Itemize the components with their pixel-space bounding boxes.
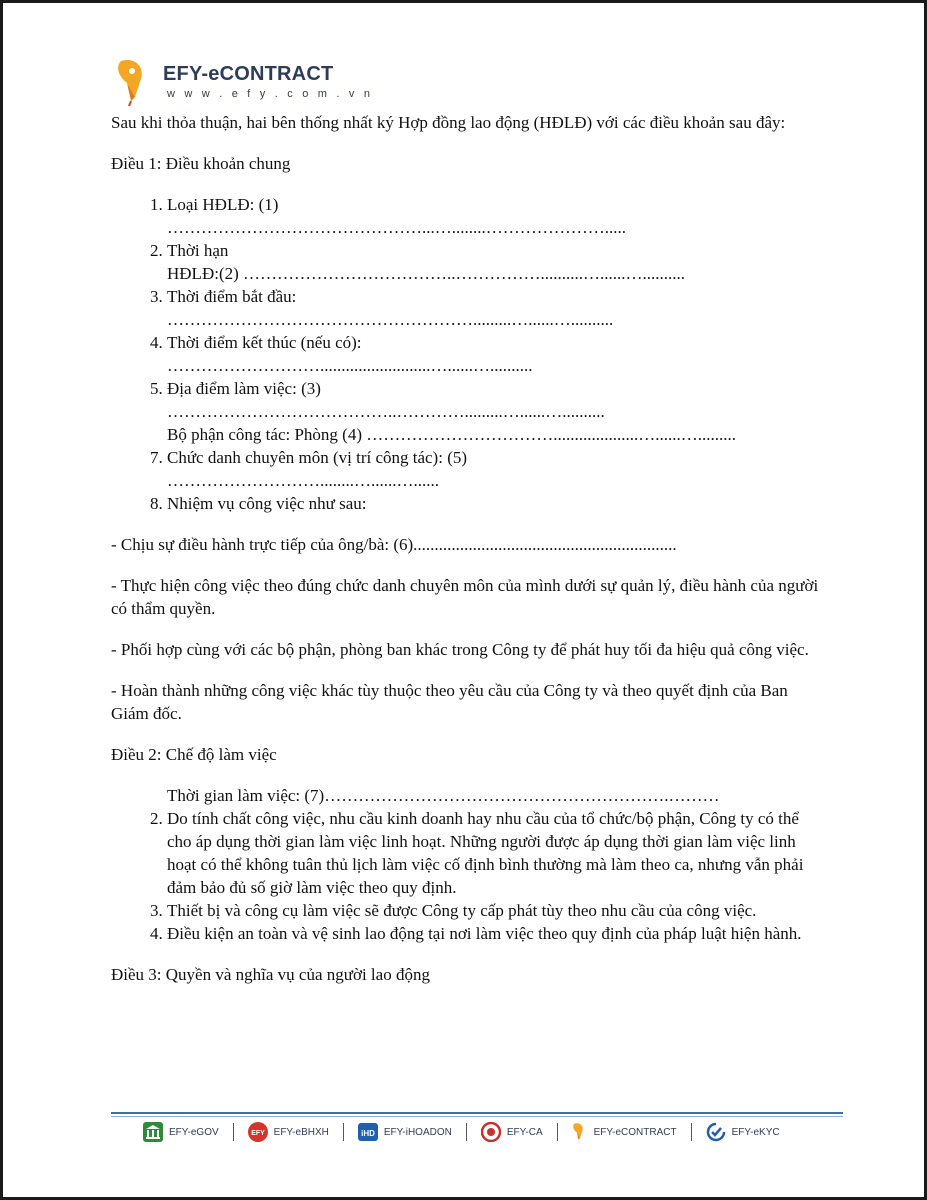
article-2-list — [111, 784, 823, 945]
list-item: 3. Thời điểm bắt đầu: ……………………………………………….........…......….......... — [167, 285, 823, 331]
list-item: 6. Bộ phận công tác: Phòng (4) ……………………………....................…......…......... — [167, 423, 823, 446]
article-1-title: Điều 1: Điều khoản chung — [111, 154, 291, 173]
list-item: 1. Loại HĐLĐ: (1) ………………………………………...…........…………………..... — [167, 193, 823, 239]
certificate-seal-icon — [481, 1122, 501, 1142]
list-item: 4. Điều kiện an toàn và vệ sinh lao động tại nơi làm việc theo quy định của pháp luật hiện hành. — [167, 922, 823, 945]
footer-separator — [466, 1123, 467, 1141]
brand-egov: EFY-eGOV — [143, 1122, 219, 1142]
svg-text:iHD: iHD — [360, 1129, 375, 1138]
brand-econtract: EFY-eCONTRACT — [572, 1122, 677, 1142]
list-item: 7. Chức danh chuyên môn (vị trí công tác): (5) ………………………........…......…...... — [167, 446, 823, 492]
article-1-list — [111, 193, 823, 515]
blank-fill: ……………………………………………….........…......….......... — [167, 310, 614, 329]
footer-separator — [557, 1123, 558, 1141]
footer-separator — [233, 1123, 234, 1141]
list-item: 8. Nhiệm vụ công việc như sau: — [167, 492, 823, 515]
footer-divider — [111, 1116, 843, 1117]
footer-brand-bar — [143, 1120, 823, 1144]
blank-fill: HĐLĐ:(2) ………………………………..……………..........…......….......... — [167, 264, 686, 283]
duty-paragraph: - Phối hợp cùng với các bộ phận, phòng ban khác trong Công ty để phát huy tối đa hiệu quả công việc. — [111, 640, 809, 659]
brand-ekyc: EFY-eKYC — [706, 1122, 780, 1142]
duty-paragraph: - Hoàn thành những công việc khác tùy thuộc theo yêu cầu của Công ty và theo quyết định của Ban Giám đốc. — [111, 681, 788, 723]
list-item: 3. Thiết bị và công cụ làm việc sẽ được Công ty cấp phát tùy theo nhu cầu của công việc. — [167, 899, 823, 922]
list-item: 4. Thời điểm kết thúc (nếu có): ………………………..........................…......….......... — [167, 331, 823, 377]
brand-ca: EFY-CA — [481, 1122, 543, 1142]
footer-divider — [111, 1112, 843, 1114]
brand-ihoadon: iHD EFY-iHOADON — [358, 1122, 452, 1142]
footer-separator — [691, 1123, 692, 1141]
blank-fill: ……………………………....................…......…......... — [362, 425, 736, 444]
pen-nib-logo-icon — [115, 57, 155, 107]
duty-paragraph: - Chịu sự điều hành trực tiếp của ông/bà: (6).............................................................. — [111, 535, 677, 554]
duty-paragraph: - Thực hiện công việc theo đúng chức danh chuyên môn của mình dưới sự quản lý, điều hành của người có thẩm quyền. — [111, 576, 819, 618]
blank-fill: ………………………........…......…...... — [167, 471, 439, 490]
article-3-title: Điều 3: Quyền và nghĩa vụ của người lao động — [111, 965, 430, 984]
list-item: 2. Do tính chất công việc, nhu cầu kinh doanh hay nhu cầu của tổ chức/bộ phận, Công ty có thể cho áp dụng thời gian làm việc linh hoạt. Những người được áp dụng thời gian làm việc linh hoạt có thể không tuân thủ lịch làm việc cố định bình thường mà làm theo ca, nhưng vẫn phải đảm bảo đủ số giờ làm việc theo quy định. — [167, 807, 823, 899]
svg-text:EFY: EFY — [250, 1130, 265, 1137]
blank-fill: …………………………………..………….........…......….......... — [167, 402, 605, 421]
efy-econtract-logo — [111, 55, 374, 107]
identity-check-icon — [706, 1122, 726, 1142]
footer-separator — [343, 1123, 344, 1141]
logo-title: EFY-eCONTRACT — [163, 63, 334, 85]
efy-circle-icon — [248, 1122, 268, 1142]
list-item: 1. Thời gian làm việc: (7)…………………………………………………….……… — [167, 784, 823, 807]
list-item: 2. Thời hạn HĐLĐ:(2) ………………………………..……………..........…......….......... — [167, 239, 823, 285]
ihd-invoice-icon — [358, 1122, 378, 1142]
blank-fill: ………………………..........................…......….......... — [167, 356, 533, 375]
blank-fill: ………………………………………...…........…………………..... — [167, 218, 626, 237]
government-building-icon — [143, 1122, 163, 1142]
pen-nib-icon — [572, 1122, 588, 1142]
intro-paragraph: Sau khi thỏa thuận, hai bên thống nhất ký Hợp đồng lao động (HĐLĐ) với các điều khoản sau đây: — [111, 113, 786, 132]
list-item: 5. Địa điểm làm việc: (3) …………………………………..………….........…......….......... — [167, 377, 823, 423]
contract-body — [111, 111, 823, 1004]
logo-url: w w w . e f y . c o m . v n — [167, 88, 374, 100]
article-2-title: Điều 2: Chế độ làm việc — [111, 745, 277, 764]
brand-ebhxh: EFY EFY-eBHXH — [248, 1122, 329, 1142]
